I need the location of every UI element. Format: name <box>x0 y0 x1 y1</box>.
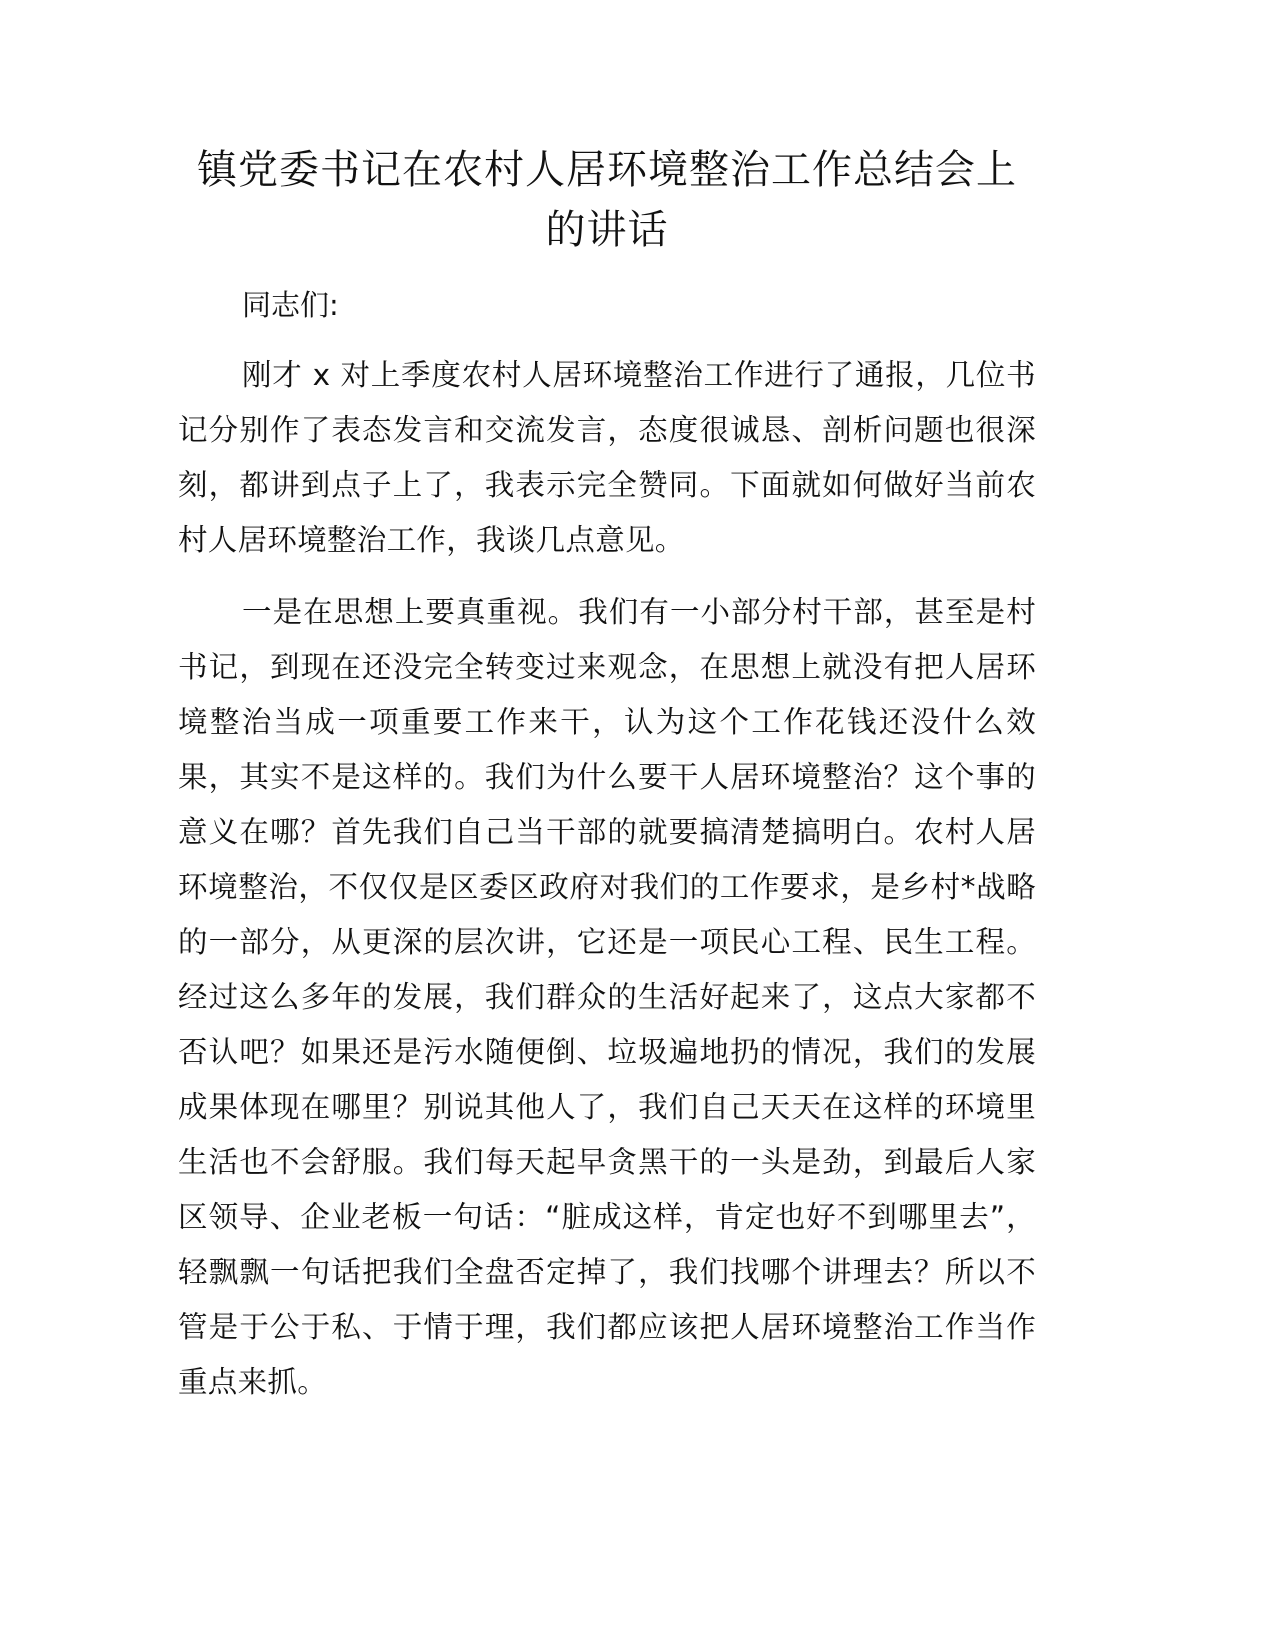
title-line-1: 镇党委书记在农村人居环境整治工作总结会上 <box>197 147 1017 193</box>
title-line-2: 的讲话 <box>545 207 669 253</box>
paragraph-intro: 刚才 x 对上季度农村人居环境整治工作进行了通报，几位书记分别作了表态发言和交流发言，态度很诚恳、剖析问题也很深刻，都讲到点子上了，我表示完全赞同。下面就如何做好当前农村人居环境整治工作，我谈几点意见。 <box>178 358 1036 557</box>
document-page <box>178 140 1036 1410</box>
document-title <box>178 140 1036 260</box>
salutation: 同志们: <box>242 288 339 322</box>
paragraph-point-one: 一是在思想上要真重视。我们有一小部分村干部，甚至是村书记，到现在还没完全转变过来观念，在思想上就没有把人居环境整治当成一项重要工作来干，认为这个工作花钱还没什么效果，其实不是这样的。我们为什么要干人居环境整治？这个事的意义在哪？首先我们自己当干部的就要搞清楚搞明白。农村人居环境整治，不仅仅是区委区政府对我们的工作要求，是乡村*战略的一部分，从更深的层次讲，它还是一项民心工程、民生工程。经过这么多年的发展，我们群众的生活好起来了，这点大家都不否认吧？如果还是污水随便倒、垃圾遍地扔的情况，我们的发展成果体现在哪里？别说其他人了，我们自己天天在这样的环境里生活也不会舒服。我们每天起早贪黑干的一头是劲，到最后人家区领导、企业老板一句话：“脏成这样，肯定也好不到哪里去”，轻飘飘一句话把我们全盘否定掉了，我们找哪个讲理去？所以不管是于公于私、于情于理，我们都应该把人居环境整治工作当作重点来抓。 <box>178 595 1036 1399</box>
